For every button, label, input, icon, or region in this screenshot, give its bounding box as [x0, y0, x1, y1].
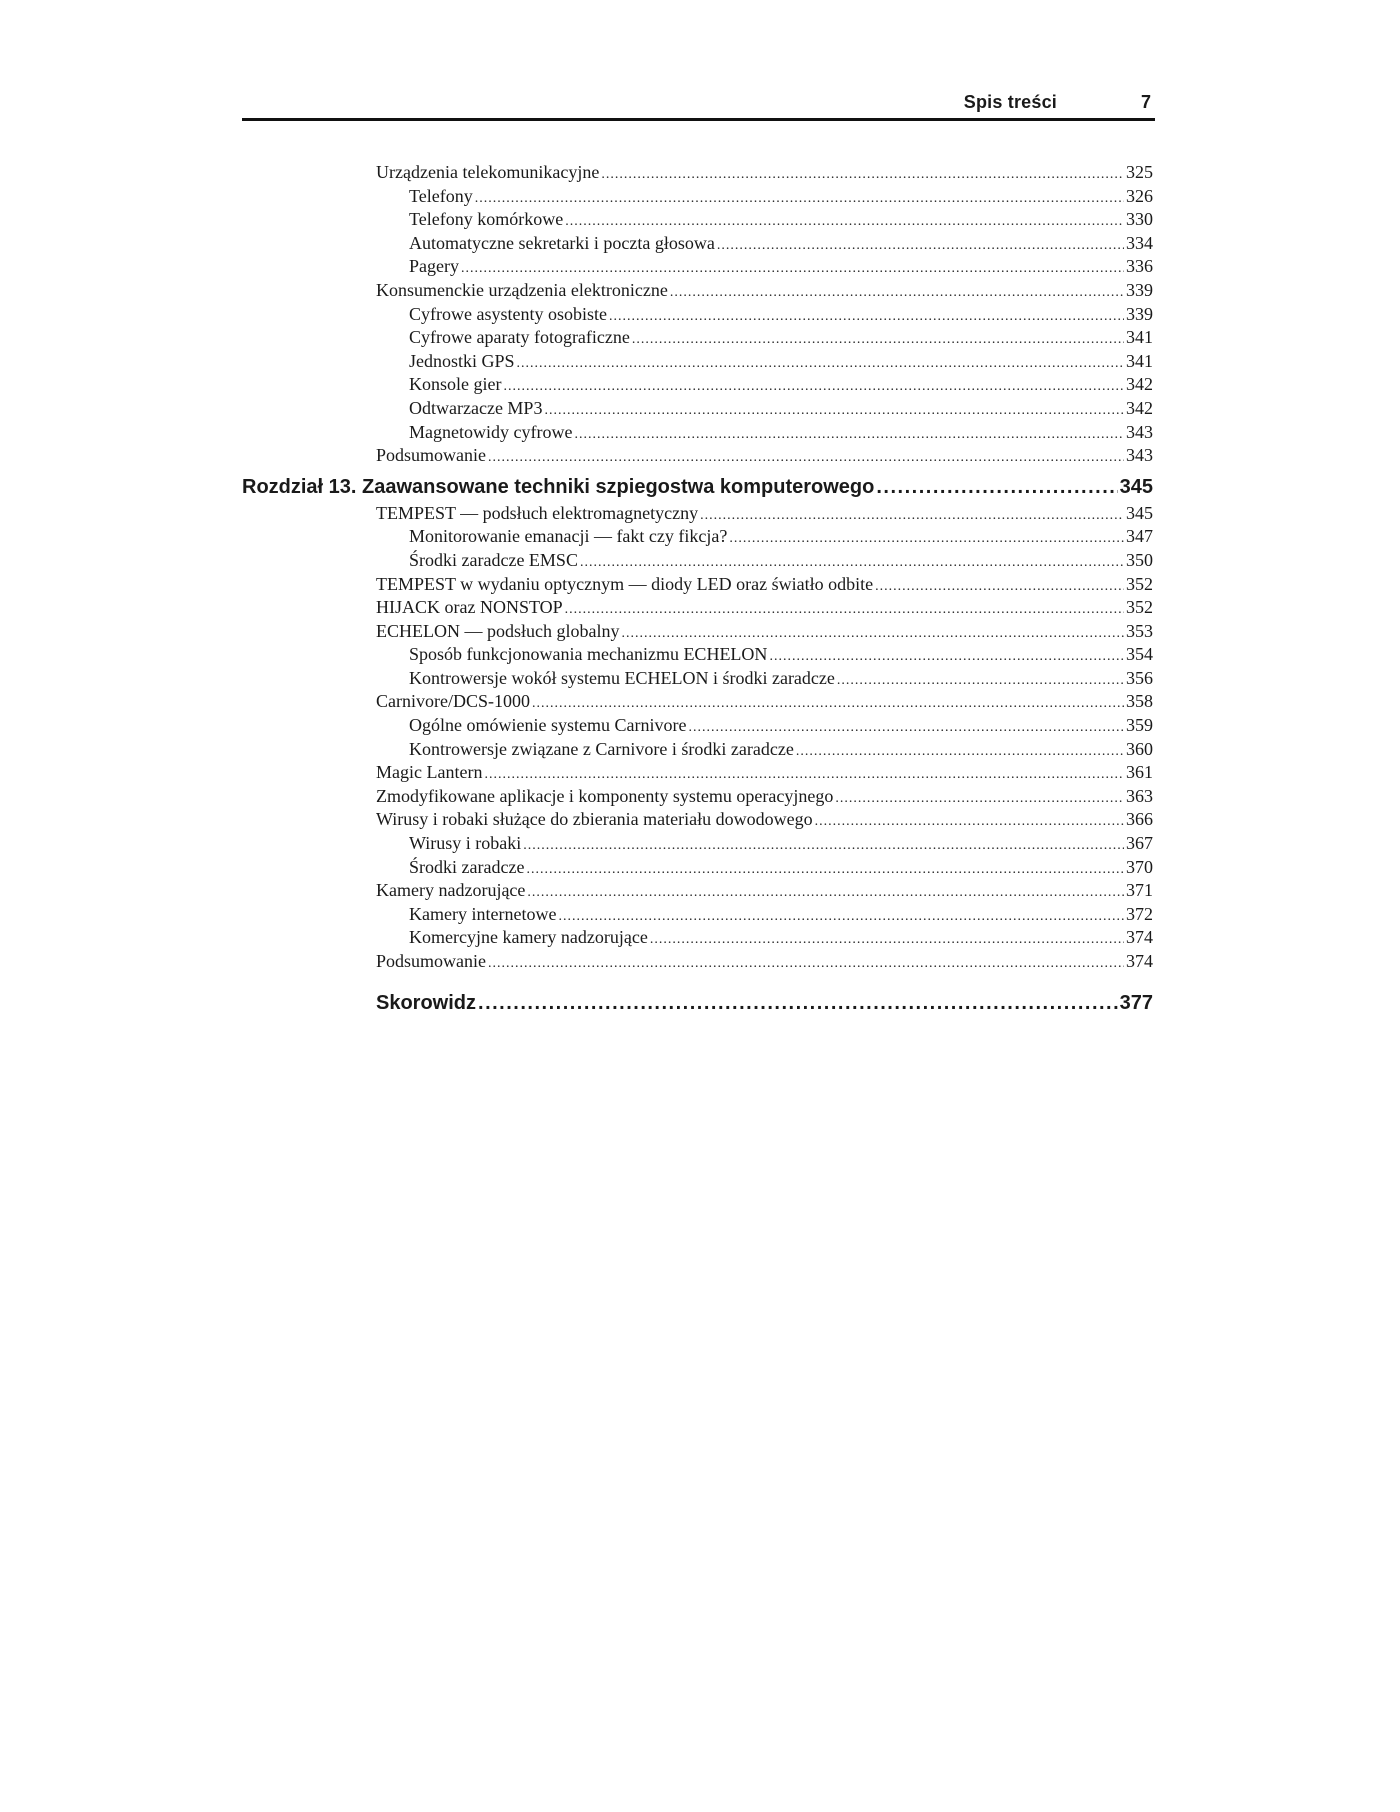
running-header-title: Spis treści: [963, 92, 1057, 112]
dot-leader: [700, 504, 1124, 528]
toc-entry[interactable]: [242, 808, 1155, 832]
dot-leader: [484, 763, 1124, 787]
toc-entry[interactable]: [242, 690, 1155, 714]
toc-entry-title: Magic Lantern: [376, 762, 483, 783]
toc-entry-page-number: 339: [1126, 279, 1153, 300]
toc-entry-page-number: 361: [1126, 762, 1153, 783]
toc-entry-title: Magnetowidy cyfrowe: [409, 421, 573, 442]
dot-leader: [532, 692, 1124, 716]
dot-leader: [565, 598, 1124, 622]
toc-entry-page-number: 326: [1126, 185, 1153, 206]
toc-entry[interactable]: [242, 926, 1155, 950]
dot-leader: [796, 740, 1124, 764]
toc-entry[interactable]: [242, 255, 1155, 279]
toc-entry-page-number: 371: [1126, 880, 1153, 901]
dot-leader: [523, 834, 1124, 858]
toc-entry[interactable]: [242, 785, 1155, 809]
dot-leader: [488, 952, 1124, 976]
dot-leader: [580, 551, 1124, 575]
toc-entry-title: Zmodyfikowane aplikacje i komponenty systemu operacyjnego: [376, 785, 834, 806]
dot-leader: [503, 375, 1124, 399]
toc-entry-page-number: 343: [1126, 445, 1153, 466]
toc-entry[interactable]: [242, 397, 1155, 421]
toc-entry-title: TEMPEST — podsłuch elektromagnetyczny: [376, 502, 699, 523]
toc-entry-page-number: 366: [1126, 809, 1153, 830]
toc-entry-page-number: 342: [1126, 374, 1153, 395]
dot-leader: [517, 352, 1124, 376]
toc-entry[interactable]: [242, 502, 1155, 526]
toc-entry[interactable]: [242, 714, 1155, 738]
dot-leader: [558, 905, 1124, 929]
dot-leader: [601, 163, 1124, 187]
toc-entry-page-number: 330: [1126, 209, 1153, 230]
toc-entry-page-number: 339: [1126, 303, 1153, 324]
toc-entry[interactable]: [242, 738, 1155, 762]
index-title: Skorowidz: [376, 991, 477, 1014]
toc-entry-page-number: 336: [1126, 256, 1153, 277]
toc-entry-title: Ogólne omówienie systemu Carnivore: [409, 715, 687, 736]
toc-entry-page-number: 363: [1126, 785, 1153, 806]
toc-entry[interactable]: [242, 303, 1155, 327]
running-header-page-number: 7: [1140, 92, 1151, 112]
toc-entry-title: Jednostki GPS: [409, 350, 515, 371]
toc-entry-title: Odtwarzacze MP3: [409, 397, 543, 418]
dot-leader: [835, 787, 1124, 811]
toc-entry-page-number: 341: [1126, 350, 1153, 371]
toc-entry[interactable]: [242, 761, 1155, 785]
toc-entry[interactable]: [242, 667, 1155, 691]
toc-entry[interactable]: [242, 856, 1155, 880]
toc-entry[interactable]: [242, 620, 1155, 644]
toc-entry[interactable]: [242, 832, 1155, 856]
toc-entry[interactable]: [242, 643, 1155, 667]
toc-entry-title: Cyfrowe aparaty fotograficzne: [409, 327, 630, 348]
dot-leader: [527, 881, 1124, 905]
toc-entry-page-number: 347: [1126, 526, 1153, 547]
chapter-page-number: 345: [1119, 475, 1153, 498]
toc-entry[interactable]: [242, 525, 1155, 549]
dot-leader: [632, 328, 1124, 352]
toc-entry-title: Carnivore/DCS-1000: [376, 691, 530, 712]
toc-entry-title: Cyfrowe asystenty osobiste: [409, 303, 607, 324]
toc-entry-title: Podsumowanie: [376, 951, 486, 971]
toc-entry[interactable]: [242, 879, 1155, 903]
dot-leader: [565, 210, 1124, 234]
toc-entry-page-number: 372: [1126, 903, 1153, 924]
toc-entry-title: Urządzenia telekomunikacyjne: [376, 162, 600, 182]
dot-leader: [670, 281, 1124, 305]
toc-entry[interactable]: [242, 185, 1155, 209]
dot-leader: [876, 472, 1117, 502]
toc-entry[interactable]: [242, 373, 1155, 397]
toc-entry[interactable]: [242, 232, 1155, 256]
dot-leader: [729, 527, 1124, 551]
toc-entry-title: Kamery internetowe: [409, 903, 557, 924]
toc-entry[interactable]: [242, 596, 1155, 620]
toc-entry-title: Kontrowersje związane z Carnivore i środki zaradcze: [409, 738, 794, 759]
toc-entry-title: Komercyjne kamery nadzorujące: [409, 927, 648, 948]
toc-entry-title: ECHELON — podsłuch globalny: [376, 620, 620, 641]
toc-entry[interactable]: [242, 903, 1155, 927]
dot-leader: [488, 446, 1124, 470]
dot-leader: [609, 305, 1124, 329]
toc-entry-title: Wirusy i robaki służące do zbierania materiału dowodowego: [376, 809, 813, 830]
page-header: [242, 88, 1155, 121]
index-page-number: 377: [1119, 991, 1153, 1014]
dot-leader: [461, 257, 1124, 281]
dot-leader: [769, 645, 1124, 669]
toc-entry-page-number: 374: [1126, 951, 1153, 971]
toc-entry-page-number: 352: [1126, 573, 1153, 594]
dot-leader: [688, 716, 1124, 740]
dot-leader: [717, 234, 1124, 258]
toc-entry[interactable]: [242, 950, 1155, 974]
toc-entry-page-number: 354: [1126, 644, 1153, 665]
toc-entry[interactable]: [242, 326, 1155, 350]
toc-entry-title: Wirusy i robaki: [409, 833, 522, 854]
dot-leader: [621, 622, 1124, 646]
toc-entry[interactable]: [242, 573, 1155, 597]
toc-entry-title: Kamery nadzorujące: [376, 880, 526, 901]
toc-entry-page-number: 367: [1126, 833, 1153, 854]
toc-entry-title: Monitorowanie emanacji — fakt czy fikcja?: [409, 526, 728, 547]
toc-entry-title: Środki zaradcze: [409, 856, 525, 877]
toc-entry-title: Konsole gier: [409, 374, 502, 395]
toc-section-chapter-13: [242, 502, 1155, 974]
toc-entry-page-number: 374: [1126, 927, 1153, 948]
toc-entry-title: Kontrowersje wokół systemu ECHELON i środki zaradcze: [409, 667, 835, 688]
toc-entry-page-number: 356: [1126, 667, 1153, 688]
toc-entry-title: HIJACK oraz NONSTOP: [376, 597, 563, 618]
toc-entry-title: Podsumowanie: [376, 445, 486, 466]
toc-section-before-chapter: [242, 161, 1155, 468]
dot-leader: [526, 858, 1124, 882]
toc-entry-page-number: 350: [1126, 549, 1153, 570]
toc-entry-page-number: 358: [1126, 691, 1153, 712]
toc-entry[interactable]: [242, 279, 1155, 303]
toc-entry-title: Środki zaradcze EMSC: [409, 549, 578, 570]
toc-entry-page-number: 325: [1126, 162, 1153, 182]
toc-entry[interactable]: [242, 444, 1155, 468]
toc-entry-title: Sposób funkcjonowania mechanizmu ECHELON: [409, 644, 768, 665]
toc-entry-title: Konsumenckie urządzenia elektroniczne: [376, 279, 668, 300]
toc-entry[interactable]: [242, 161, 1155, 185]
toc-entry-page-number: 342: [1126, 397, 1153, 418]
dot-leader: [544, 399, 1124, 423]
toc-entry-title: Telefony komórkowe: [409, 209, 564, 230]
dot-leader: [574, 423, 1124, 447]
toc-entry-page-number: 353: [1126, 620, 1153, 641]
dot-leader: [875, 575, 1124, 599]
toc-entry-page-number: 334: [1126, 232, 1153, 253]
table-of-contents: [242, 161, 1155, 1018]
toc-entry[interactable]: [242, 208, 1155, 232]
toc-entry-title: Automatyczne sekretarki i poczta głosowa: [409, 232, 715, 253]
toc-entry-page-number: 370: [1126, 856, 1153, 877]
toc-entry-page-number: 360: [1126, 738, 1153, 759]
toc-entry[interactable]: [242, 549, 1155, 573]
toc-entry-title: Telefony: [409, 185, 473, 206]
toc-entry[interactable]: [242, 350, 1155, 374]
dot-leader: [650, 928, 1124, 952]
toc-entry-page-number: 352: [1126, 597, 1153, 618]
toc-entry-page-number: 341: [1126, 327, 1153, 348]
toc-entry-page-number: 343: [1126, 421, 1153, 442]
toc-index-entry[interactable]: [242, 988, 1155, 1018]
dot-leader: [837, 669, 1124, 693]
toc-entry-title: Pagery: [409, 256, 459, 277]
dot-leader: [478, 988, 1118, 1018]
dot-leader: [815, 810, 1124, 834]
toc-entry-page-number: 359: [1126, 715, 1153, 736]
toc-entry[interactable]: [242, 421, 1155, 445]
toc-chapter-entry[interactable]: [242, 472, 1155, 502]
chapter-title: Rozdział 13. Zaawansowane techniki szpiegostwa komputerowego: [242, 475, 875, 498]
toc-entry-title: TEMPEST w wydaniu optycznym — diody LED oraz światło odbite: [376, 573, 874, 594]
dot-leader: [475, 187, 1124, 211]
toc-entry-page-number: 345: [1126, 502, 1153, 523]
